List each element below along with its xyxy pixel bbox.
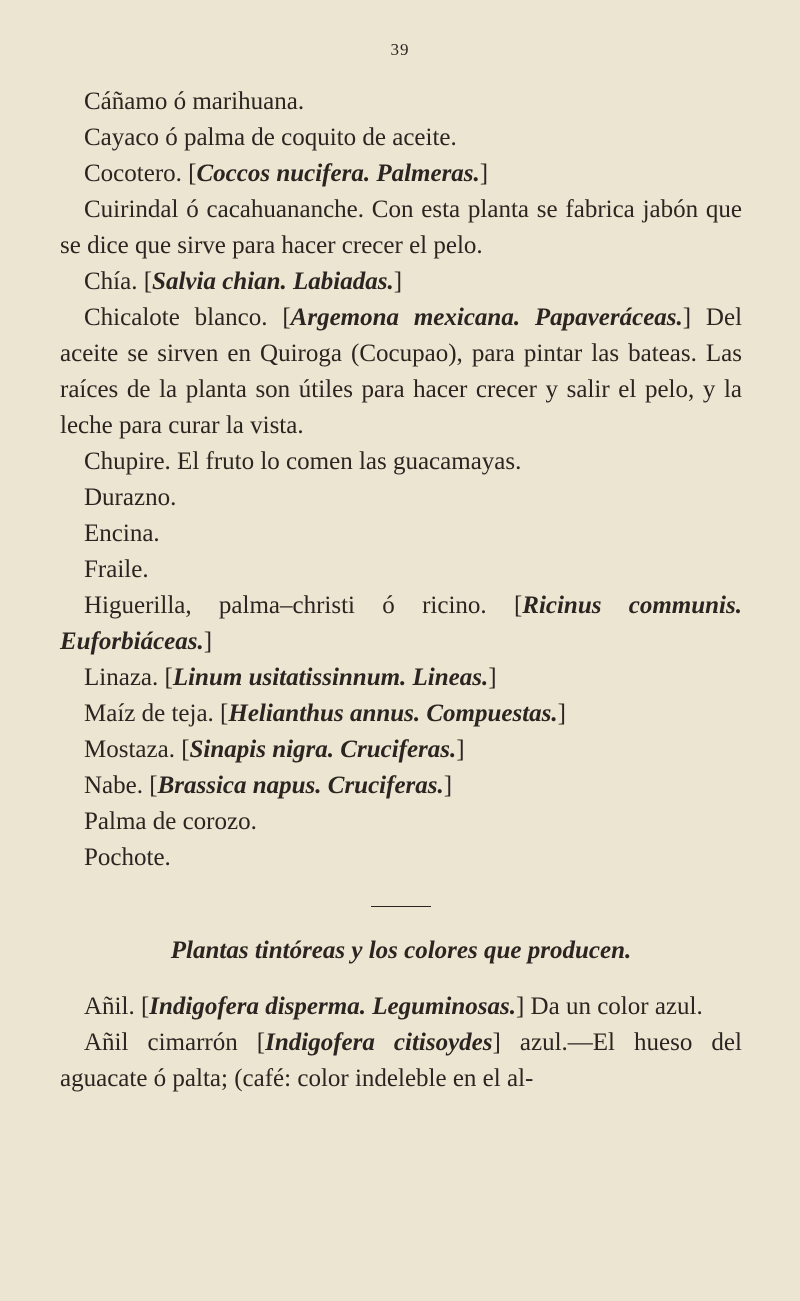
- page-number: 39: [390, 40, 410, 59]
- page-body: [60, 84, 742, 1097]
- entry-maiz-de-teja: Maíz de teja. [Helianthus annus. Compuestas.]: [84, 700, 566, 727]
- entry-fraile: Fraile.: [84, 556, 149, 583]
- section-title: Plantas tintóreas y los colores que producen.: [170, 937, 632, 964]
- entry-palma-de-corozo: Palma de corozo.: [84, 808, 257, 835]
- entry-linaza: Linaza. [Linum usitatissinnum. Lineas.]: [84, 664, 497, 691]
- entry-anil: Añil. [Indigofera disperma. Leguminosas.] Da un color azul.: [84, 993, 703, 1020]
- entry-cuirindal: Cuirindal ó cacahuananche. Con esta planta se fabrica jabón que se dice que sirve para hacer crecer el pelo.: [60, 196, 742, 259]
- entry-canamo: Cáñamo ó marihuana.: [84, 88, 305, 115]
- entry-chia: Chía. [Salvia chian. Labiadas.]: [84, 268, 403, 295]
- entry-nabe: Nabe. [Brassica napus. Cruciferas.]: [84, 772, 453, 799]
- entry-cocotero: Cocotero. [Coccos nucifera. Palmeras.]: [84, 160, 489, 187]
- entry-higuerilla: Higuerilla, palma–christi ó ricino. [Ricinus communis. Euforbiáceas.]: [60, 592, 742, 655]
- section-divider: [371, 906, 431, 907]
- entry-durazno: Durazno.: [84, 484, 177, 511]
- entry-cayaco: Cayaco ó palma de coquito de aceite.: [84, 124, 457, 151]
- entry-encina: Encina.: [84, 520, 160, 547]
- entry-pochote: Pochote.: [84, 844, 171, 871]
- entry-anil-cimarron: Añil cimarrón [Indigofera citisoydes] azul.—El hueso del aguacate ó palta; (café: color indeleble en el al-: [60, 1029, 742, 1092]
- entry-chupire: Chupire. El fruto lo comen las guacamayas.: [84, 448, 522, 475]
- entry-chicalote: Chicalote blanco. [Argemona mexicana. Papaveráceas.] Del aceite se sirven en Quiroga (Cocupao), para pintar las bateas. Las raíces de la planta son útiles para hacer crecer y salir el pelo, y la leche para curar la vista.: [60, 304, 743, 439]
- entry-mostaza: Mostaza. [Sinapis nigra. Cruciferas.]: [84, 736, 465, 763]
